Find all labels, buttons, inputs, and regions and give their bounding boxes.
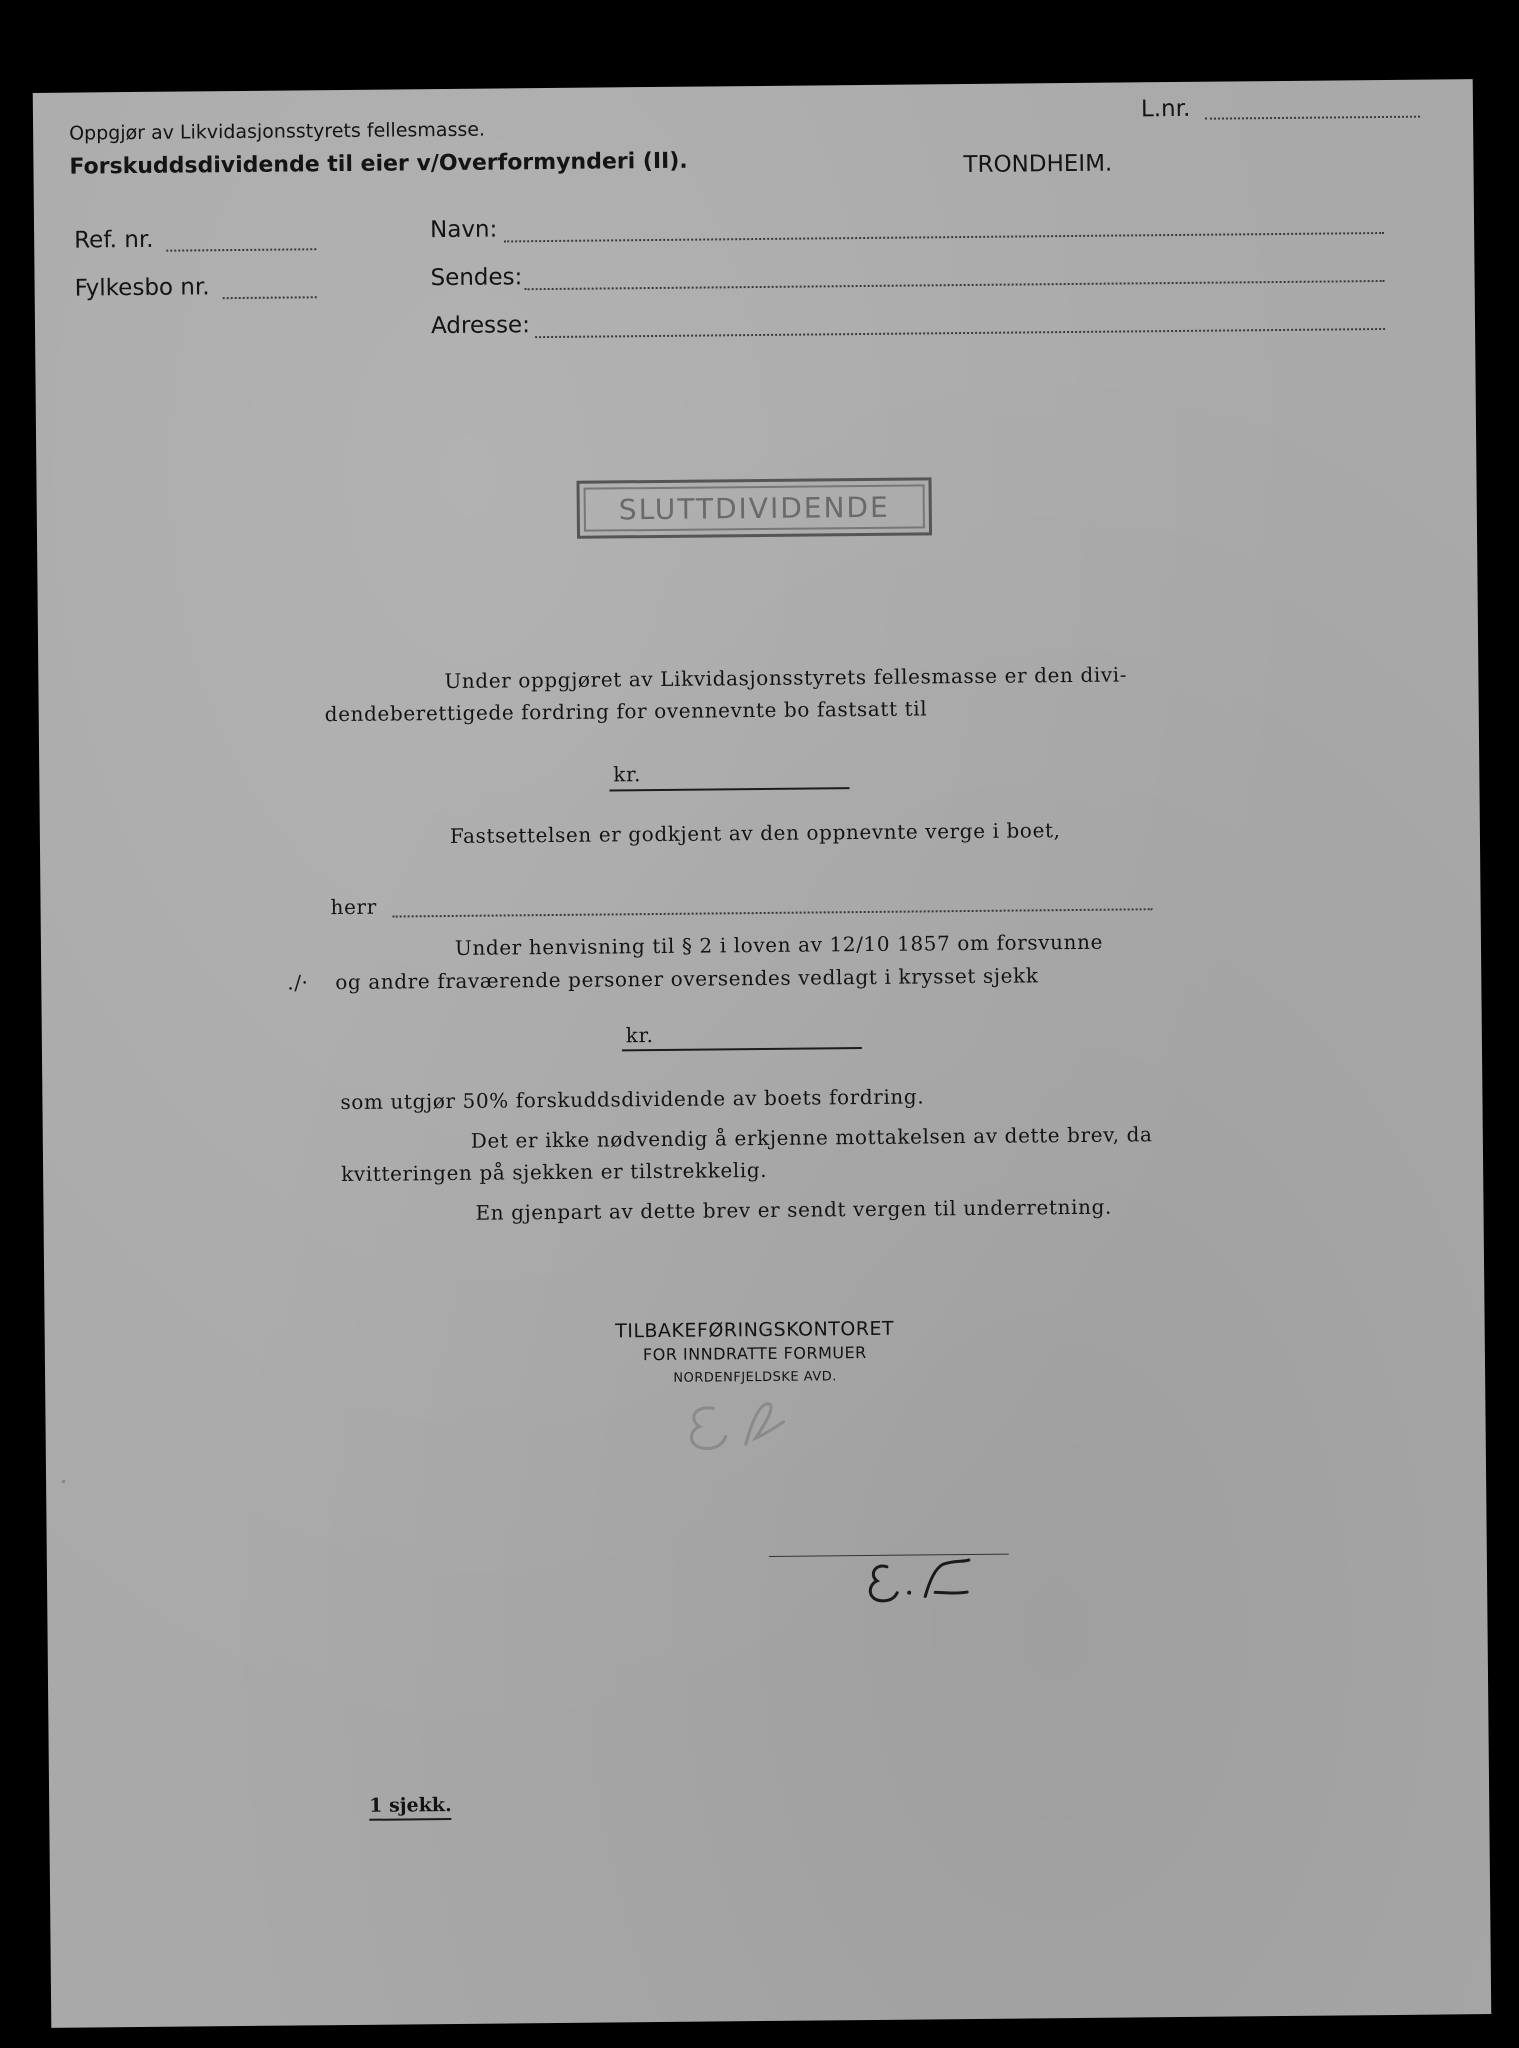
sluttdividende-stamp (576, 477, 932, 538)
lnr-dotted-line (1205, 116, 1420, 120)
header-line-1: Oppgjør av Likvidasjonsstyrets fellesmasse. (69, 118, 486, 145)
paragraph-1-line-1: Under oppgjøret av Likvidasjonsstyrets fellesmasse er den divi- (444, 662, 1128, 694)
herr-dotted-line (393, 908, 1153, 917)
sendes-dotted-line (525, 280, 1385, 290)
fylkesbo-nr-label: Fylkesbo nr. (74, 274, 210, 302)
sendes-label: Sendes: (430, 264, 523, 292)
amount-2-kr-label: kr. (625, 1023, 654, 1048)
stamp-text: SLUTTDIVIDENDE (618, 490, 890, 526)
ref-nr-dotted-line (166, 248, 316, 251)
signature-initials (859, 1552, 980, 1613)
amount-1-kr-label: kr. (613, 762, 642, 787)
paragraph-1-line-2: dendeberettigede fordring for ovennevnte bo fastsatt til (324, 696, 928, 727)
dust-speck (62, 1480, 65, 1483)
navn-label: Navn: (429, 216, 498, 244)
office-department: NORDENFJELDSKE AVD. (673, 1369, 837, 1386)
office-name: TILBAKEFØRINGSKONTORET (615, 1317, 895, 1343)
paragraph-3-line-2: og andre fraværende personer oversendes vedlagt i krysset sjekk (335, 963, 1039, 995)
ref-nr-label: Ref. nr. (74, 226, 154, 254)
faint-handwritten-initials (665, 1385, 836, 1467)
paragraph-4: som utgjør 50% forskuddsdividende av boets fordring. (340, 1084, 925, 1115)
enclosure-note: 1 sjekk. (369, 1794, 452, 1821)
amount-2-line (622, 1047, 862, 1051)
navn-dotted-line (504, 232, 1384, 242)
paragraph-5-line-1: Det er ikke nødvendig å erkjenne mottakelsen av dette brev, da (470, 1122, 1153, 1153)
margin-mark: ./· (287, 970, 309, 995)
herr-label: herr (330, 894, 377, 920)
office-subtitle: FOR INNDRATTE FORMUER (642, 1343, 867, 1365)
fylkesbo-dotted-line (223, 296, 317, 299)
paragraph-5-line-2: kvitteringen på sjekken er tilstrekkelig. (341, 1157, 768, 1187)
paragraph-6: En gjenpart av dette brev er sendt vergen til underretning. (475, 1194, 1112, 1225)
header-title: Forskuddsdividende til eier v/Overformynderi (II). (69, 148, 688, 180)
paragraph-3-line-1: Under henvisning til § 2 i loven av 12/10 1857 om forsvunne (454, 929, 1104, 960)
lnr-label: L.nr. (1140, 95, 1191, 123)
amount-1-line (609, 787, 849, 791)
city-label: TRONDHEIM. (963, 150, 1113, 179)
adresse-label: Adresse: (430, 312, 531, 340)
document-page (33, 79, 1492, 2028)
paragraph-2: Fastsettelsen er godkjent av den oppnevnte verge i boet, (449, 818, 1061, 848)
adresse-dotted-line (535, 328, 1385, 338)
